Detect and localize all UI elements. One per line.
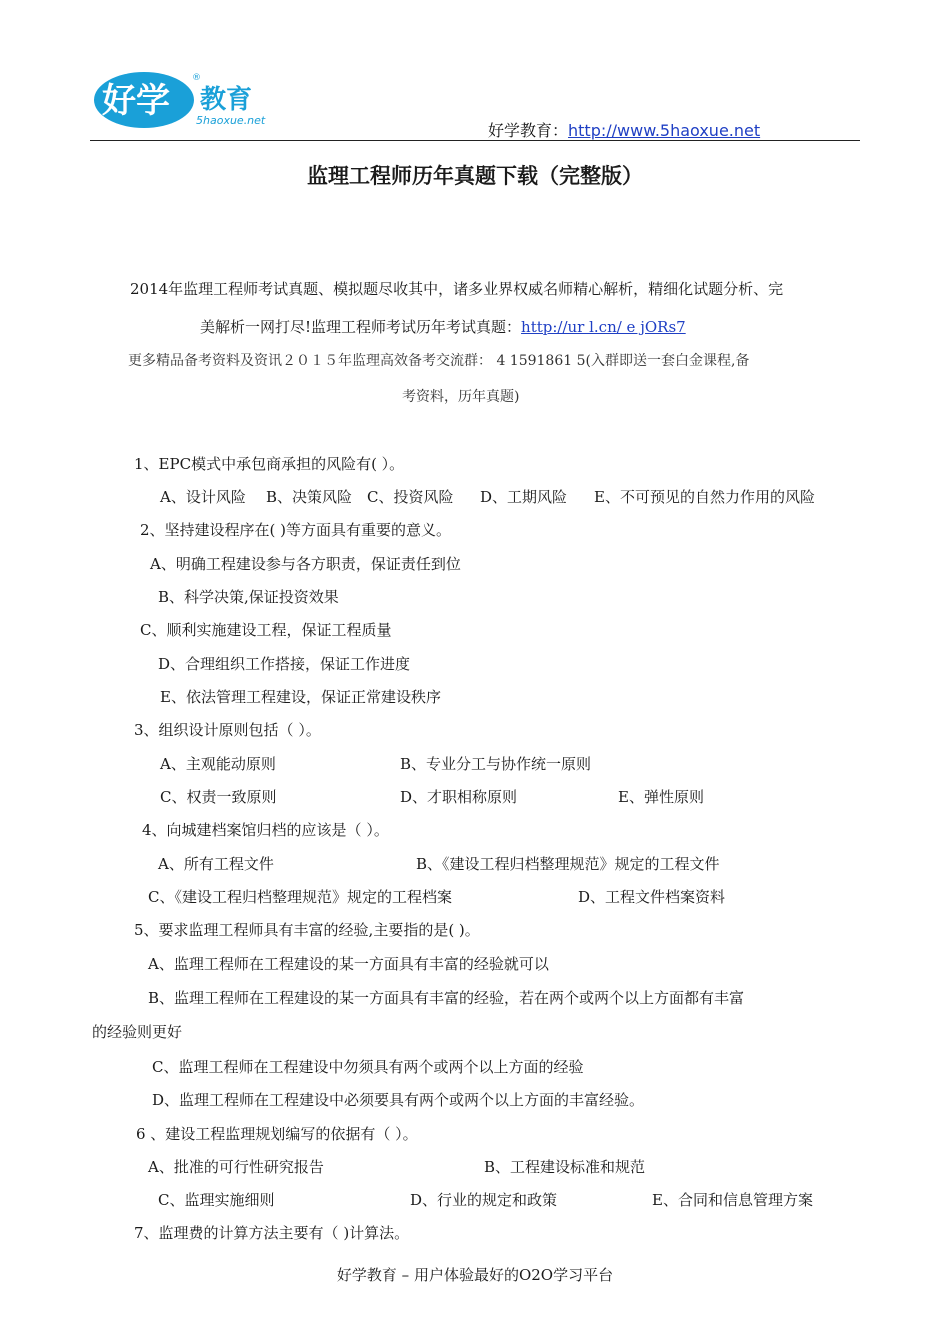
question-1: 1、EPC模式中承包商承担的风险有( ）。 — [134, 455, 405, 473]
logo-text: 好学 — [102, 81, 170, 121]
q1-option-b: B、决策风险 — [266, 488, 353, 506]
exam-link[interactable]: http://ur l.cn/ e jORs7 — [521, 318, 686, 336]
q4-option-d: D、工程文件档案资料 — [578, 888, 726, 906]
q2-option-d: D、合理组织工作搭接，保证工作进度 — [158, 655, 411, 673]
intro-line-2 — [200, 316, 686, 337]
q4-option-c: C、《建设工程归档整理规范》规定的工程档案 — [148, 888, 452, 906]
q6-option-e: E、合同和信息管理方案 — [652, 1191, 813, 1209]
haoxue-logo — [92, 66, 272, 136]
q1-option-e: E、不可预见的自然力作用的风险 — [594, 488, 815, 506]
header-divider — [90, 140, 860, 141]
intro-line-2-text: 美解析一网打尽!监理工程师考试历年考试真题： — [200, 318, 522, 336]
intro-line-3: 更多精品备考资料及资讯２０１５年监理高效备考交流群： 4 1591861 5(入群即送一套白金课程,备 — [128, 353, 750, 369]
q6-option-c: C、监理实施细则 — [158, 1191, 275, 1209]
q5-option-d: D、监理工程师在工程建设中必须要具有两个或两个以上方面的丰富经验。 — [152, 1091, 645, 1109]
question-2: 2、坚持建设程序在( )等方面具有重要的意义。 — [140, 521, 452, 539]
question-6: 6 、建设工程监理规划编写的依据有（ ）。 — [136, 1125, 418, 1143]
q6-option-b: B、工程建设标准和规范 — [484, 1158, 646, 1176]
question-4: 4、向城建档案馆归档的应该是（ ）。 — [142, 821, 389, 839]
q2-option-b: B、科学决策,保证投资效果 — [158, 588, 339, 606]
q3-option-d: D、才职相称原则 — [400, 788, 518, 806]
site-label: 好学教育： — [488, 121, 569, 140]
page-title: 监理工程师历年真题下载（完整版） — [307, 164, 643, 188]
intro-line-4: 考资料，历年真题) — [402, 389, 520, 405]
logo-domain: 5haoxue.net — [196, 114, 266, 127]
q2-option-c: C、顺利实施建设工程，保证工程质量 — [140, 621, 392, 639]
q5-option-a: A、监理工程师在工程建设的某一方面具有丰富的经验就可以 — [148, 955, 549, 973]
q1-option-c: C、投资风险 — [367, 488, 454, 506]
q5-option-c: C、监理工程师在工程建设中勿须具有两个或两个以上方面的经验 — [152, 1058, 584, 1076]
logo-mark: ® — [192, 73, 201, 83]
q4-option-b: B、《建设工程归档整理规范》规定的工程文件 — [416, 855, 720, 873]
q2-option-a: A、明确工程建设参与各方职责，保证责任到位 — [150, 555, 461, 573]
site-line — [488, 118, 760, 141]
question-5: 5、要求监理工程师具有丰富的经验,主要指的是( )。 — [134, 921, 480, 939]
q2-option-e: E、依法管理工程建设，保证正常建设秩序 — [160, 688, 441, 706]
site-url-link[interactable]: http://www.5haoxue.net — [568, 121, 761, 140]
q1-option-a: A、设计风险 — [160, 488, 246, 506]
intro-line-1: 2014年监理工程师考试真题、模拟题尽收其中，诸多业界权威名师精心解析，精细化试题分析、完 — [130, 280, 784, 298]
q3-option-b: B、专业分工与协作统一原则 — [400, 755, 592, 773]
q3-option-e: E、弹性原则 — [618, 788, 704, 806]
q5-option-b-line-2: 的经验则更好 — [92, 1023, 183, 1041]
q5-option-b-line-1: B、监理工程师在工程建设的某一方面具有丰富的经验，若在两个或两个以上方面都有丰富 — [148, 989, 745, 1007]
q4-option-a: A、所有工程文件 — [158, 855, 274, 873]
q1-option-d: D、工期风险 — [480, 488, 568, 506]
q3-option-a: A、主观能动原则 — [160, 755, 276, 773]
question-3: 3、组织设计原则包括（ ）。 — [134, 721, 321, 739]
q6-option-d: D、行业的规定和政策 — [410, 1191, 558, 1209]
q3-option-c: C、权责一致原则 — [160, 788, 277, 806]
page-footer: 好学教育 – 用户体验最好的O2O学习平台 — [336, 1266, 614, 1284]
question-7: 7、监理费的计算方法主要有（ )计算法。 — [134, 1224, 410, 1242]
q6-option-a: A、批准的可行性研究报告 — [148, 1158, 324, 1176]
logo-sub: 教育 — [200, 85, 253, 115]
